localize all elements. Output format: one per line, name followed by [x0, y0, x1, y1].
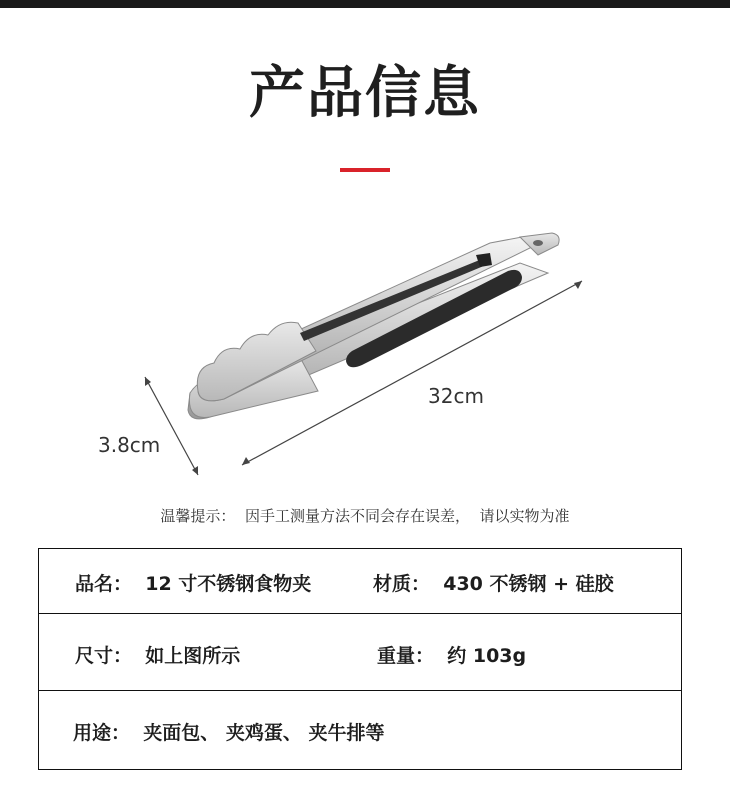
tip-text-2: 请以实物为准 — [479, 507, 570, 525]
spec-row-name-material — [39, 549, 681, 614]
spec-table — [38, 548, 682, 770]
spec-material: 材质： 430 不锈钢 + 硅胶 — [373, 573, 614, 595]
spec-size: 尺寸： 如上图所示 — [75, 645, 241, 667]
tip-text: 因手工测量方法不同会存在误差， — [244, 507, 470, 525]
spec-row-size-weight — [39, 614, 681, 691]
spec-row-usage — [39, 691, 681, 769]
title-accent-line — [340, 168, 390, 172]
spec-usage: 用途： 夹面包、 夹鸡蛋、 夹牛排等 — [73, 722, 385, 744]
page-title: 产品信息 — [249, 61, 481, 126]
width-dimension-line — [145, 377, 198, 475]
measurement-tip — [0, 505, 730, 527]
product-image — [90, 215, 630, 485]
top-bar — [0, 0, 730, 8]
spec-weight: 重量： 约 103g — [377, 645, 527, 667]
length-label: 32cm — [428, 384, 484, 408]
tip-label: 温馨提示： — [160, 507, 236, 525]
width-label: 3.8cm — [98, 433, 161, 457]
bbq-tongs-icon — [188, 233, 559, 419]
spec-name: 品名： 12 寸不锈钢食物夹 — [75, 573, 312, 595]
